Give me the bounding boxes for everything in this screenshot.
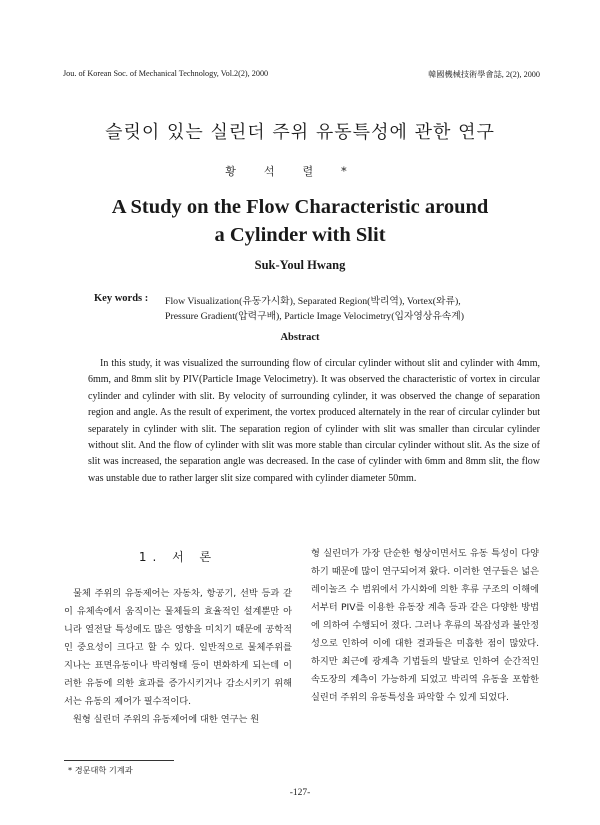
journal-header-en: Jou. of Korean Soc. of Mechanical Technology, Vol.2(2), 2000 [63,69,269,78]
body-column-right [311,545,539,707]
title-english-line2: a Cylinder with Slit [214,224,386,246]
abstract-heading: Abstract [280,332,320,343]
page-number: -127- [289,788,311,798]
section-heading-introduction: 1. 서 론 [138,550,218,564]
keywords-line2: Pressure Gradient(압력구배), Particle Image Velocimetry(입자영상유속계) [165,311,464,322]
body-paragraph: 원형 실린더 주위의 유동제어에 대한 연구는 원 [73,714,260,725]
author-korean: 황석렬* [225,165,375,178]
keywords-line1: Flow Visualization(유동가시화), Separated Region(박리역), Vortex(와류), [165,296,461,307]
abstract-text: In this study, it was visualized the surrounding flow of circular cylinder without slit and cylinder with 4mm, 6mm, and 8mm slit by PIV(Particle Image Velocimetry). It was observed the characteristic of vortex in circular cylinder and cylinder with slit. By velocity of surrounding cylinder, it was observed the change of separation region and angle. As the result of experiment, the vortex produced alternately in the rear of circular cylinder but separately in cylinder with slit. The separation region of cylinder with slit was smaller than circular cylinder without slit. And the flow of cylinder with slit was more stable than circular cylinder without slit. As the size of slit was increased, the separation angle was decreased. In the case of cylinder with 6mm and 8mm slit, the flow was unstable due to rather larger slit size compared with cylinder diameter 50mm. [88,358,540,484]
journal-header-ko: 韓國機械技術學會誌, 2(2), 2000 [428,70,540,79]
body-column-left [64,585,292,729]
body-paragraph: 형 실린더가 가장 단순한 형상이면서도 유동 특성이 다양하기 때문에 많이 연구되어져 왔다. 이러한 연구들은 넓은 레이놀즈 수 범위에서 가시화에 의한 후류 구조의 이해에서부터 PIV를 이용한 유동장 계측 등과 같은 다양한 방법에 의하여 수행되어 졌다. 그러나 후류의 복잡성과 불안정성으로 인하여 이에 대한 결과들은 미흡한 점이 많았다. 하지만 최근에 광계측 기법들의 발달로 인하여 순간적인 속도장의 계측이 가능하게 되었고 박리역 유동을 포함한 실린더 주위의 유동특성을 파악할 수 있게 되었다. [311,548,539,703]
author-english: Suk-Youl Hwang [254,258,346,272]
title-english-line1: A Study on the Flow Characteristic around [111,196,489,218]
footnote-affiliation: * 경문대학 기계과 [68,765,133,775]
keywords-label: Key words : [94,293,149,304]
body-paragraph: 물체 주위의 유동제어는 자동차, 항공기, 선박 등과 같이 유체속에서 움직이는 물체들의 효율적인 설계뿐만 아니라 열전달 특성에도 많은 영향을 미치기 때문에 공학적인 중요성이 크다고 할 수 있다. 일반적으로 물체주위를 지나는 표면유동이나 박리형태 등이 변화하게 되는데 이러한 유동에 의한 효과를 증가시키거나 감소시키기 위해서는 유동의 제어가 필수적이다. [64,588,292,707]
footnote-divider [64,760,174,761]
title-english [90,193,510,249]
title-korean: 슬릿이 있는 실린더 주위 유동특성에 관한 연구 [105,122,495,143]
